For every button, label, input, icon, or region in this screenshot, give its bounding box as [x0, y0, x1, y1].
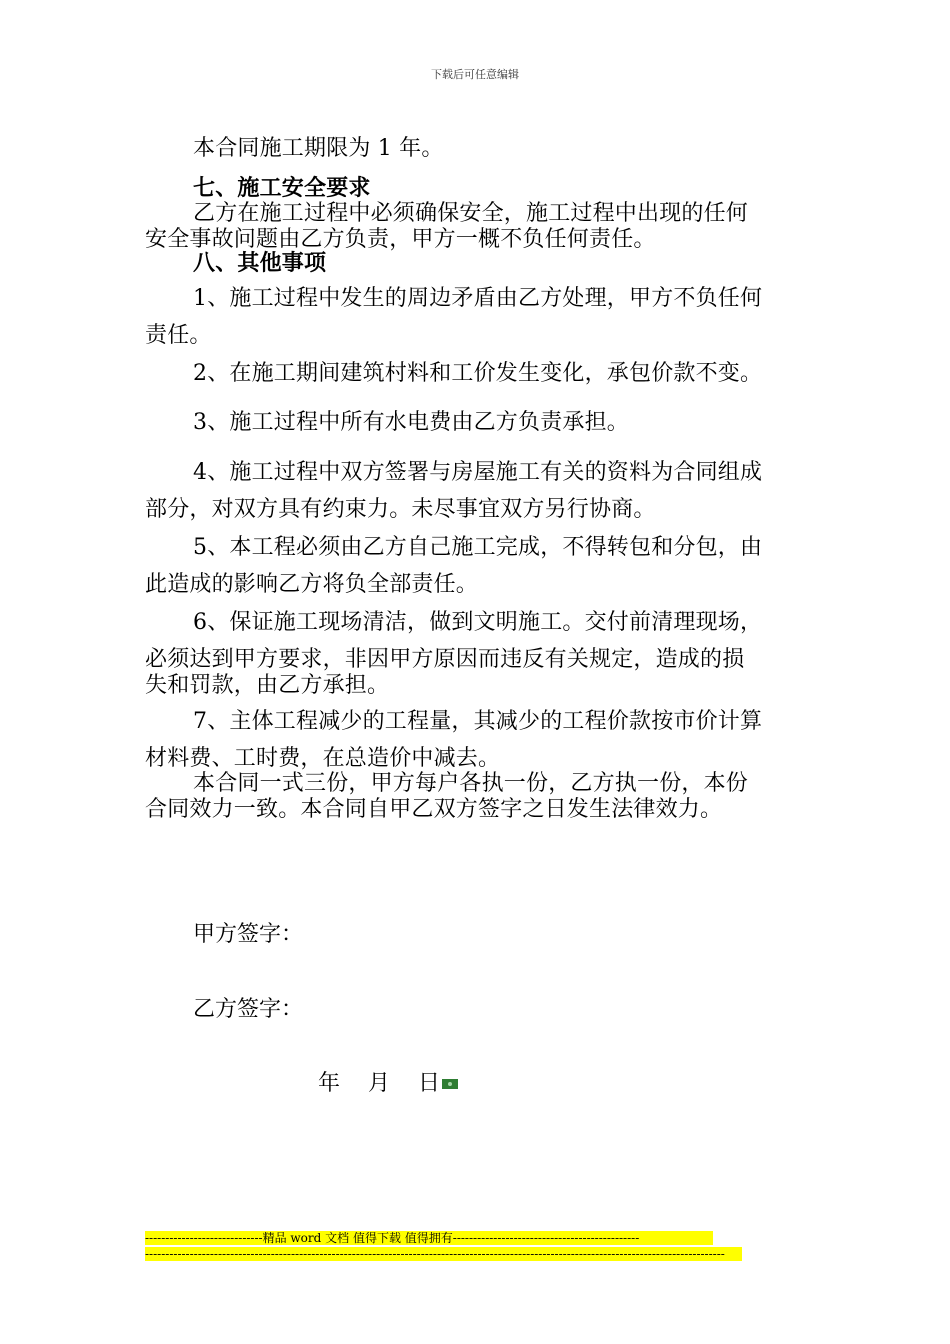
clause-7-line: 材料费、工时费，在总造价中减去。	[145, 746, 501, 771]
party-a-signature-label: 甲方签字：	[193, 922, 304, 947]
clause-4-line: 4、施工过程中双方签署与房屋施工有关的资料为合同组成	[193, 460, 763, 485]
safety-paragraph-line: 乙方在施工过程中必须确保安全，施工过程中出现的任何	[193, 201, 749, 226]
clause-6-line: 失和罚款，由乙方承担。	[145, 673, 390, 698]
party-b-signature-label: 乙方签字：	[193, 997, 304, 1022]
clause-6-line: 6、保证施工现场清洁，做到文明施工。交付前清理现场，	[193, 610, 763, 635]
clause-5-line: 5、本工程必须由乙方自己施工完成，不得转包和分包，由	[193, 535, 763, 560]
footer-banner-line: -----------------------------精品 word 文档 值得下载 值得拥有----------------------------------------------	[145, 1231, 713, 1245]
clause-7-line: 7、主体工程减少的工程量，其减少的工程价款按市价计算	[193, 709, 763, 734]
section-heading-safety: 七、施工安全要求	[193, 175, 371, 201]
closing-paragraph-line: 合同效力一致。本合同自甲乙双方签字之日发生法律效力。	[145, 797, 723, 822]
flag-icon	[442, 1079, 458, 1089]
clause-1-line: 1、施工过程中发生的周边矛盾由乙方处理，甲方不负任何	[193, 286, 763, 311]
page-header: 下载后可任意编辑	[431, 68, 519, 81]
closing-paragraph-line: 本合同一式三份，甲方每户各执一份，乙方执一份，本份	[193, 771, 749, 796]
clause-4-line: 部分，对双方具有约束力。未尽事宜双方另行协商。	[145, 497, 656, 522]
clause-2-line: 2、在施工期间建筑村料和工价发生变化，承包价款不变。	[193, 361, 763, 386]
clause-3-line: 3、施工过程中所有水电费由乙方负责承担。	[193, 410, 629, 435]
signature-date-line	[318, 1071, 458, 1097]
safety-paragraph-line: 安全事故问题由乙方负责，甲方一概不负任何责任。	[145, 227, 656, 252]
term-paragraph: 本合同施工期限为 1 年。	[193, 136, 444, 161]
section-heading-other: 八、其他事项	[193, 250, 327, 276]
clause-6-line: 必须达到甲方要求，非因甲方原因而违反有关规定，造成的损	[145, 647, 745, 672]
date-text: 年 月 日	[318, 1071, 440, 1096]
clause-1-line: 责任。	[145, 323, 212, 348]
footer-separator-line: -----------------------------------------------------------------------------------------------------------------------------------------------	[145, 1247, 742, 1261]
clause-5-line: 此造成的影响乙方将负全部责任。	[145, 572, 479, 597]
